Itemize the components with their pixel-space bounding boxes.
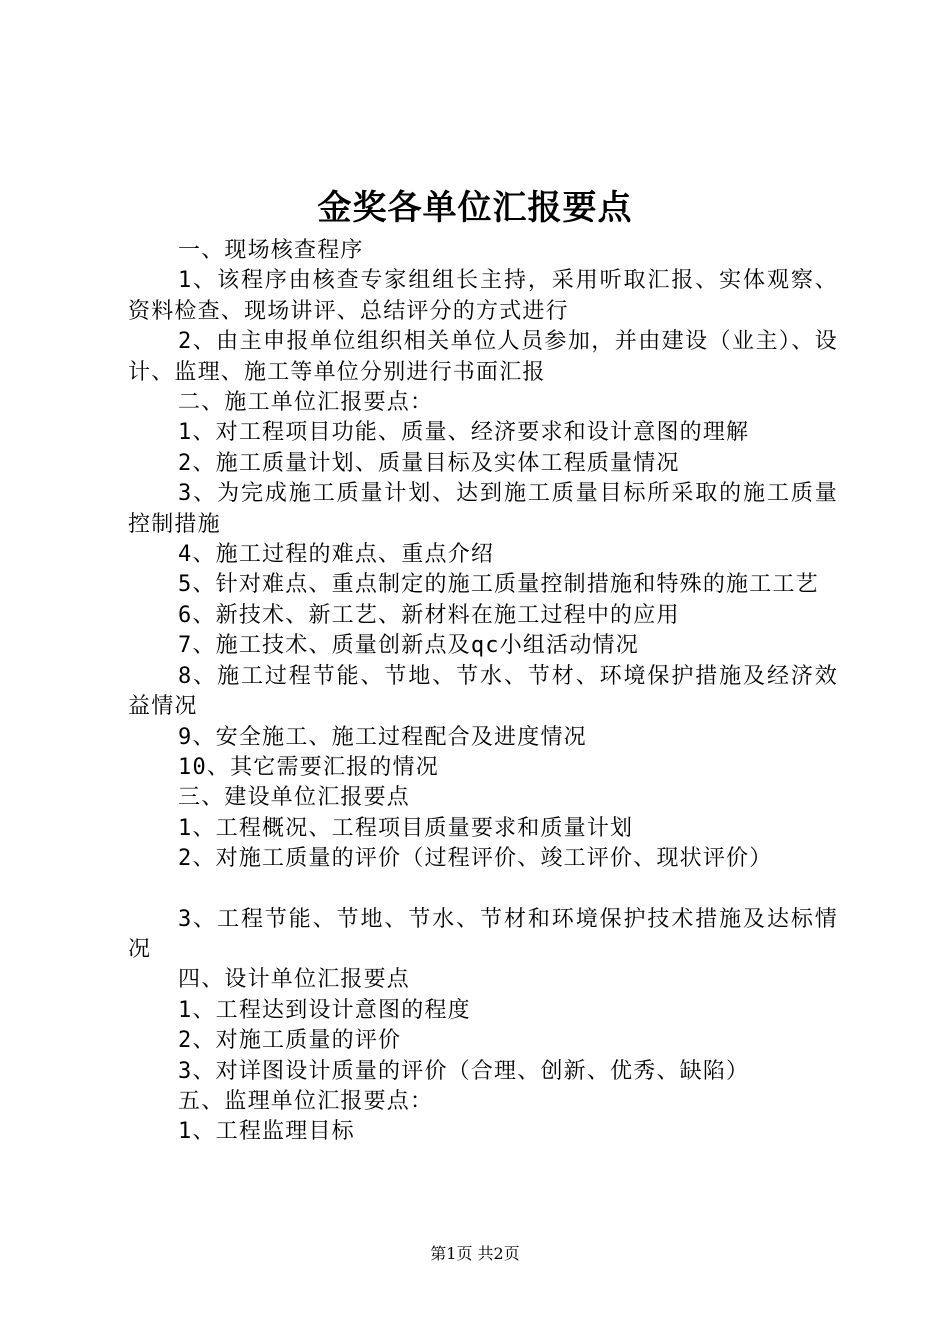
paragraph: 1、工程达到设计意图的程度 xyxy=(178,997,471,1023)
section-heading-4: 四、设计单位汇报要点 xyxy=(178,967,411,993)
paragraph: 2、施工质量计划、质量目标及实体工程质量情况 xyxy=(178,450,680,476)
paragraph: 1、对工程项目功能、质量、经济要求和设计意图的理解 xyxy=(178,420,750,446)
document-body xyxy=(128,236,838,1148)
paragraph: 4、施工过程的难点、重点介绍 xyxy=(178,542,495,568)
paragraph: 10、其它需要汇报的情况 xyxy=(178,754,439,780)
page-number-footer: 第1页 共2页 xyxy=(430,1244,520,1263)
paragraph: 1、该程序由核查专家组组长主持，采用听取汇报、实体观察、资料检查、现场讲评、总结评分的方式进行 xyxy=(128,268,838,324)
paragraph: 5、针对难点、重点制定的施工质量控制措施和特殊的施工工艺 xyxy=(178,572,819,598)
paragraph: 6、新技术、新工艺、新材料在施工过程中的应用 xyxy=(178,602,680,628)
section-heading-5: 五、监理单位汇报要点： xyxy=(178,1088,434,1114)
paragraph: 9、安全施工、施工过程配合及进度情况 xyxy=(178,724,587,750)
section-heading-3: 三、建设单位汇报要点 xyxy=(178,785,411,811)
paragraph: 2、由主申报单位组织相关单位人员参加，并由建设（业主）、设计、监理、施工等单位分别进行书面汇报 xyxy=(128,329,838,385)
paragraph: 3、为完成施工质量计划、达到施工质量目标所采取的施工质量控制措施 xyxy=(128,481,838,537)
paragraph: 1、工程概况、工程项目质量要求和质量计划 xyxy=(178,815,634,841)
section-heading-2: 二、施工单位汇报要点： xyxy=(178,390,434,416)
document-title: 金奖各单位汇报要点 xyxy=(317,188,633,228)
paragraph: 2、对施工质量的评价 xyxy=(178,1028,402,1054)
paragraph: 3、对详图设计质量的评价（合理、创新、优秀、缺陷） xyxy=(178,1058,750,1084)
section-heading-1: 一、现场核查程序 xyxy=(178,238,364,263)
paragraph: 8、施工过程节能、节地、节水、节材、环境保护措施及经济效益情况 xyxy=(128,663,838,720)
paragraph: 1、工程监理目标 xyxy=(178,1119,355,1145)
paragraph: 3、工程节能、节地、节水、节材和环境保护技术措施及达标情况 xyxy=(128,906,838,962)
paragraph: 2、对施工质量的评价（过程评价、竣工评价、现状评价） xyxy=(178,846,773,872)
paragraph: 7、施工技术、质量创新点及qc小组活动情况 xyxy=(178,633,639,659)
